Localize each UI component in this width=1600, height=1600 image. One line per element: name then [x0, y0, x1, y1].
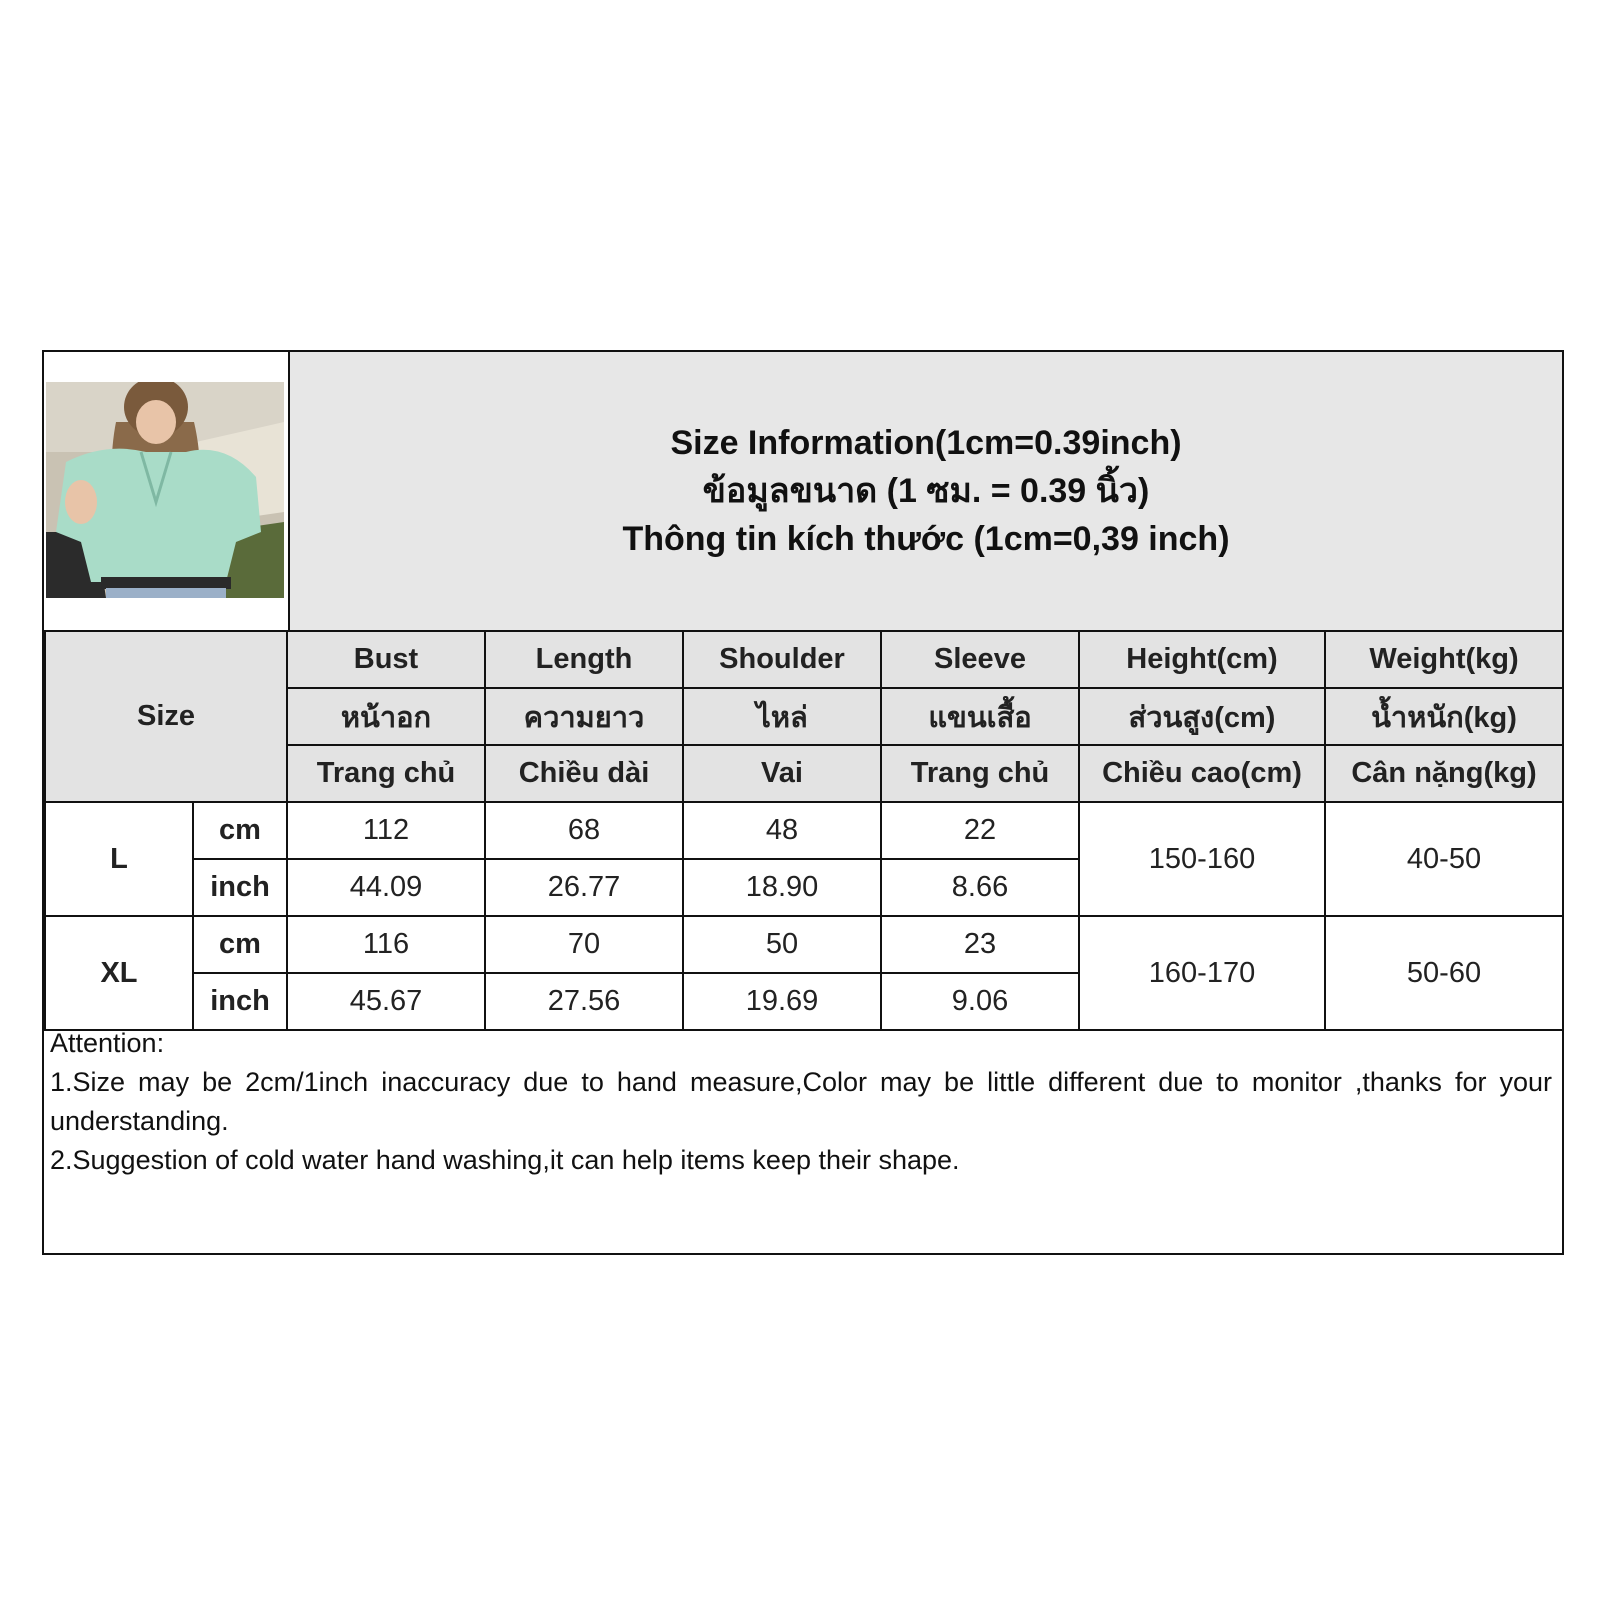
table-cell: 22 [881, 802, 1079, 859]
table-cell: 116 [287, 916, 485, 973]
height-range: 160-170 [1079, 916, 1325, 1030]
table-cell: 50 [683, 916, 881, 973]
table-cell: 45.67 [287, 973, 485, 1030]
table-row-xl-cm [45, 916, 1563, 973]
col-weight-th: น้ำหนัก(kg) [1325, 688, 1563, 745]
product-photo-cell [44, 352, 290, 630]
table-cell: 27.56 [485, 973, 683, 1030]
col-weight-vi: Cân nặng(kg) [1325, 745, 1563, 802]
notes-item-2: 2.Suggestion of cold water hand washing,it can help items keep their shape. [50, 1145, 960, 1175]
notes-heading: Attention: [50, 1028, 165, 1058]
size-header: Size [45, 631, 287, 802]
weight-range: 40-50 [1325, 802, 1563, 916]
size-xl-label: XL [45, 916, 193, 1030]
table-cell: 70 [485, 916, 683, 973]
table-row-l-cm [45, 802, 1563, 859]
col-length-en: Length [485, 631, 683, 688]
table-cell: 9.06 [881, 973, 1079, 1030]
size-chart [42, 350, 1564, 1255]
table-cell: 44.09 [287, 859, 485, 916]
table-cell: 18.90 [683, 859, 881, 916]
unit-cm-label: cm [193, 916, 287, 973]
table-cell: 19.69 [683, 973, 881, 1030]
col-bust-en: Bust [287, 631, 485, 688]
title-block [290, 352, 1562, 630]
table-cell: 48 [683, 802, 881, 859]
size-l-label: L [45, 802, 193, 916]
table-cell: 26.77 [485, 859, 683, 916]
unit-inch-label: inch [193, 859, 287, 916]
col-length-th: ความยาว [485, 688, 683, 745]
col-height-th: ส่วนสูง(cm) [1079, 688, 1325, 745]
size-table [44, 630, 1564, 1031]
col-height-vi: Chiều cao(cm) [1079, 745, 1325, 802]
product-photo [46, 382, 284, 598]
attention-notes [50, 1024, 1552, 1180]
col-shoulder-vi: Vai [683, 745, 881, 802]
col-height-en: Height(cm) [1079, 631, 1325, 688]
col-shoulder-th: ไหล่ [683, 688, 881, 745]
unit-inch-label: inch [193, 973, 287, 1030]
col-sleeve-vi: Trang chủ [881, 745, 1079, 802]
table-cell: 8.66 [881, 859, 1079, 916]
title-english: Size Information(1cm=0.39inch) [670, 424, 1182, 462]
col-weight-en: Weight(kg) [1325, 631, 1563, 688]
header-row-english [45, 631, 1563, 688]
title-thai: ข้อมูลขนาด (1 ซม. = 0.39 นิ้ว) [702, 472, 1150, 510]
table-cell: 112 [287, 802, 485, 859]
col-length-vi: Chiều dài [485, 745, 683, 802]
notes-item-1: 1.Size may be 2cm/1inch inaccuracy due to hand measure,Color may be little different due to monitor ,thanks for your understanding. [50, 1067, 1552, 1136]
col-shoulder-en: Shoulder [683, 631, 881, 688]
col-sleeve-en: Sleeve [881, 631, 1079, 688]
model-photo-illustration [46, 382, 284, 598]
col-sleeve-th: แขนเสื้อ [881, 688, 1079, 745]
title-vietnamese: Thông tin kích thước (1cm=0,39 inch) [622, 520, 1230, 558]
col-bust-vi: Trang chủ [287, 745, 485, 802]
unit-cm-label: cm [193, 802, 287, 859]
height-range: 150-160 [1079, 802, 1325, 916]
table-cell: 23 [881, 916, 1079, 973]
table-cell: 68 [485, 802, 683, 859]
weight-range: 50-60 [1325, 916, 1563, 1030]
col-bust-th: หน้าอก [287, 688, 485, 745]
